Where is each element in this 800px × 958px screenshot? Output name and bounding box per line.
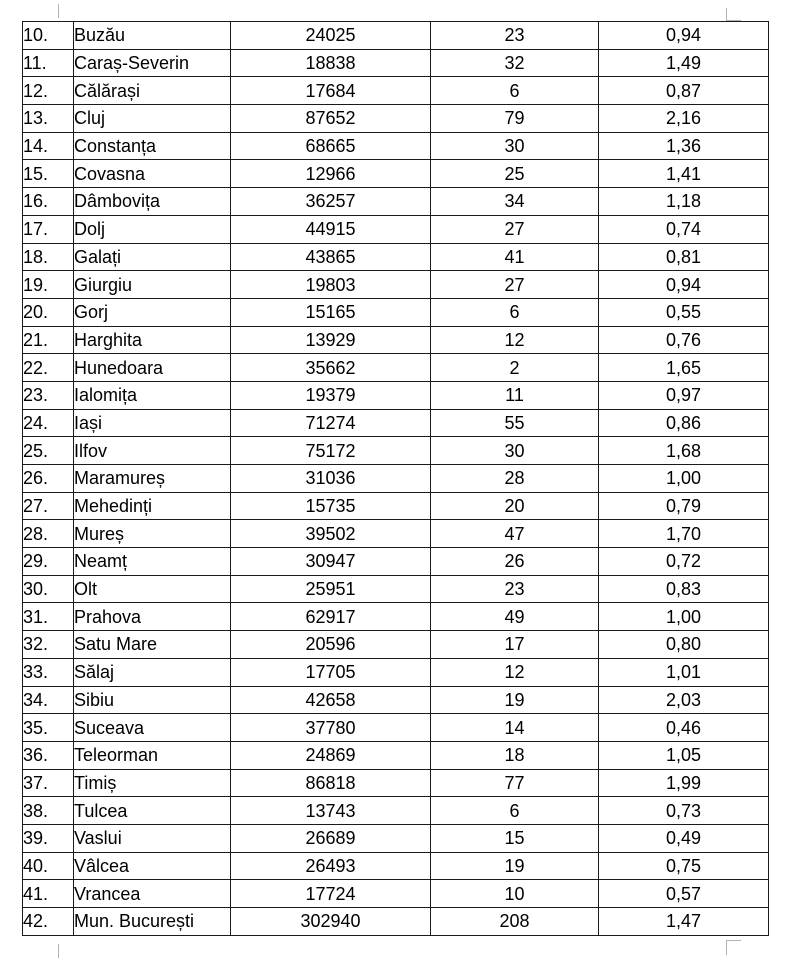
value-count: 24025 [231,22,431,50]
table-row [23,520,769,548]
county-name: Teleorman [74,741,231,769]
value-small: 20 [431,492,599,520]
value-count: 86818 [231,769,431,797]
value-ratio: 1,18 [599,188,769,216]
value-count: 19803 [231,271,431,299]
table-row [23,631,769,659]
value-ratio: 2,03 [599,686,769,714]
value-small: 26 [431,548,599,576]
value-small: 6 [431,77,599,105]
value-count: 25951 [231,575,431,603]
row-number: 38. [23,797,74,825]
county-name: Hunedoara [74,354,231,382]
value-ratio: 0,76 [599,326,769,354]
table-row [23,686,769,714]
value-small: 12 [431,658,599,686]
value-count: 26493 [231,852,431,880]
table-row [23,769,769,797]
county-name: Sălaj [74,658,231,686]
county-name: Ialomița [74,381,231,409]
value-small: 10 [431,880,599,908]
row-number: 10. [23,22,74,50]
value-small: 23 [431,575,599,603]
table-row [23,658,769,686]
table-row [23,741,769,769]
value-count: 42658 [231,686,431,714]
value-count: 43865 [231,243,431,271]
county-name: Constanța [74,132,231,160]
county-name: Galați [74,243,231,271]
table-row [23,492,769,520]
value-count: 87652 [231,105,431,133]
table-row [23,548,769,576]
value-small: 30 [431,437,599,465]
row-number: 33. [23,658,74,686]
row-number: 19. [23,271,74,299]
value-small: 27 [431,215,599,243]
value-count: 37780 [231,714,431,742]
value-ratio: 1,00 [599,603,769,631]
value-small: 79 [431,105,599,133]
value-count: 19379 [231,381,431,409]
value-count: 17705 [231,658,431,686]
row-number: 27. [23,492,74,520]
value-count: 36257 [231,188,431,216]
value-small: 18 [431,741,599,769]
value-small: 6 [431,298,599,326]
value-ratio: 1,41 [599,160,769,188]
table-row [23,215,769,243]
row-number: 17. [23,215,74,243]
value-small: 208 [431,908,599,936]
row-number: 28. [23,520,74,548]
table-row [23,852,769,880]
value-count: 62917 [231,603,431,631]
county-name: Tulcea [74,797,231,825]
county-name: Vâlcea [74,852,231,880]
county-name: Vaslui [74,824,231,852]
table-row [23,49,769,77]
table-row [23,437,769,465]
row-number: 20. [23,298,74,326]
table-row [23,714,769,742]
value-small: 25 [431,160,599,188]
value-count: 26689 [231,824,431,852]
value-ratio: 1,68 [599,437,769,465]
county-name: Gorj [74,298,231,326]
value-count: 15165 [231,298,431,326]
county-name: Olt [74,575,231,603]
row-number: 24. [23,409,74,437]
county-name: Călărași [74,77,231,105]
table-row [23,271,769,299]
table-row [23,354,769,382]
page-corner-mark-top-left [58,4,73,18]
value-small: 34 [431,188,599,216]
row-number: 40. [23,852,74,880]
row-number: 11. [23,49,74,77]
value-ratio: 0,49 [599,824,769,852]
county-name: Dâmbovița [74,188,231,216]
row-number: 30. [23,575,74,603]
county-name: Maramureș [74,465,231,493]
county-name: Mun. București [74,908,231,936]
value-small: 32 [431,49,599,77]
value-small: 41 [431,243,599,271]
value-ratio: 0,57 [599,880,769,908]
county-name: Cluj [74,105,231,133]
table-row [23,797,769,825]
value-small: 6 [431,797,599,825]
county-name: Iași [74,409,231,437]
page-corner-mark-top-right [726,8,741,21]
value-count: 39502 [231,520,431,548]
value-ratio: 1,00 [599,465,769,493]
value-ratio: 0,87 [599,77,769,105]
county-data-table [22,21,769,936]
table-row [23,77,769,105]
value-small: 19 [431,686,599,714]
value-small: 2 [431,354,599,382]
value-count: 31036 [231,465,431,493]
table-row [23,409,769,437]
table-row [23,132,769,160]
row-number: 29. [23,548,74,576]
value-small: 77 [431,769,599,797]
county-name: Dolj [74,215,231,243]
value-ratio: 1,01 [599,658,769,686]
value-small: 12 [431,326,599,354]
county-name: Timiș [74,769,231,797]
county-name: Sibiu [74,686,231,714]
table-row [23,22,769,50]
value-count: 35662 [231,354,431,382]
value-small: 28 [431,465,599,493]
value-count: 12966 [231,160,431,188]
table-row [23,465,769,493]
value-small: 11 [431,381,599,409]
table-row [23,880,769,908]
table-row [23,381,769,409]
value-count: 302940 [231,908,431,936]
value-ratio: 0,46 [599,714,769,742]
value-count: 75172 [231,437,431,465]
value-count: 13743 [231,797,431,825]
county-name: Suceava [74,714,231,742]
table-row [23,298,769,326]
value-ratio: 0,94 [599,271,769,299]
row-number: 32. [23,631,74,659]
value-count: 17724 [231,880,431,908]
value-ratio: 0,73 [599,797,769,825]
value-small: 17 [431,631,599,659]
row-number: 39. [23,824,74,852]
page-corner-mark-bottom-right [726,940,741,955]
row-number: 16. [23,188,74,216]
table-row [23,188,769,216]
value-small: 15 [431,824,599,852]
row-number: 26. [23,465,74,493]
table-body [23,22,769,936]
county-name: Neamț [74,548,231,576]
value-ratio: 0,94 [599,22,769,50]
value-count: 15735 [231,492,431,520]
county-name: Prahova [74,603,231,631]
row-number: 18. [23,243,74,271]
table-row [23,326,769,354]
row-number: 37. [23,769,74,797]
row-number: 13. [23,105,74,133]
county-name: Covasna [74,160,231,188]
value-ratio: 1,99 [599,769,769,797]
value-count: 24869 [231,741,431,769]
table-row [23,603,769,631]
value-count: 13929 [231,326,431,354]
row-number: 21. [23,326,74,354]
value-ratio: 1,49 [599,49,769,77]
value-ratio: 0,55 [599,298,769,326]
row-number: 15. [23,160,74,188]
county-name: Buzău [74,22,231,50]
county-name: Giurgiu [74,271,231,299]
value-ratio: 1,70 [599,520,769,548]
value-ratio: 0,74 [599,215,769,243]
row-number: 42. [23,908,74,936]
value-small: 30 [431,132,599,160]
value-count: 68665 [231,132,431,160]
value-count: 30947 [231,548,431,576]
row-number: 34. [23,686,74,714]
table-row [23,160,769,188]
row-number: 36. [23,741,74,769]
row-number: 41. [23,880,74,908]
value-ratio: 0,81 [599,243,769,271]
value-small: 19 [431,852,599,880]
value-ratio: 1,05 [599,741,769,769]
row-number: 23. [23,381,74,409]
table-row [23,105,769,133]
table-row [23,908,769,936]
value-ratio: 0,97 [599,381,769,409]
value-ratio: 1,47 [599,908,769,936]
row-number: 35. [23,714,74,742]
value-ratio: 0,83 [599,575,769,603]
value-count: 71274 [231,409,431,437]
value-ratio: 0,80 [599,631,769,659]
value-ratio: 0,79 [599,492,769,520]
value-count: 44915 [231,215,431,243]
value-small: 14 [431,714,599,742]
page-corner-mark-bottom-left [58,944,73,958]
table-row [23,243,769,271]
row-number: 14. [23,132,74,160]
value-small: 47 [431,520,599,548]
value-ratio: 0,86 [599,409,769,437]
value-ratio: 2,16 [599,105,769,133]
value-count: 18838 [231,49,431,77]
row-number: 12. [23,77,74,105]
row-number: 22. [23,354,74,382]
county-name: Mehedinți [74,492,231,520]
value-ratio: 1,36 [599,132,769,160]
row-number: 31. [23,603,74,631]
value-count: 20596 [231,631,431,659]
value-small: 49 [431,603,599,631]
value-small: 27 [431,271,599,299]
value-small: 23 [431,22,599,50]
value-small: 55 [431,409,599,437]
county-name: Caraș-Severin [74,49,231,77]
value-ratio: 1,65 [599,354,769,382]
county-name: Harghita [74,326,231,354]
row-number: 25. [23,437,74,465]
value-ratio: 0,75 [599,852,769,880]
county-name: Ilfov [74,437,231,465]
county-name: Satu Mare [74,631,231,659]
county-name: Mureș [74,520,231,548]
value-count: 17684 [231,77,431,105]
value-ratio: 0,72 [599,548,769,576]
table-row [23,824,769,852]
table-row [23,575,769,603]
county-name: Vrancea [74,880,231,908]
